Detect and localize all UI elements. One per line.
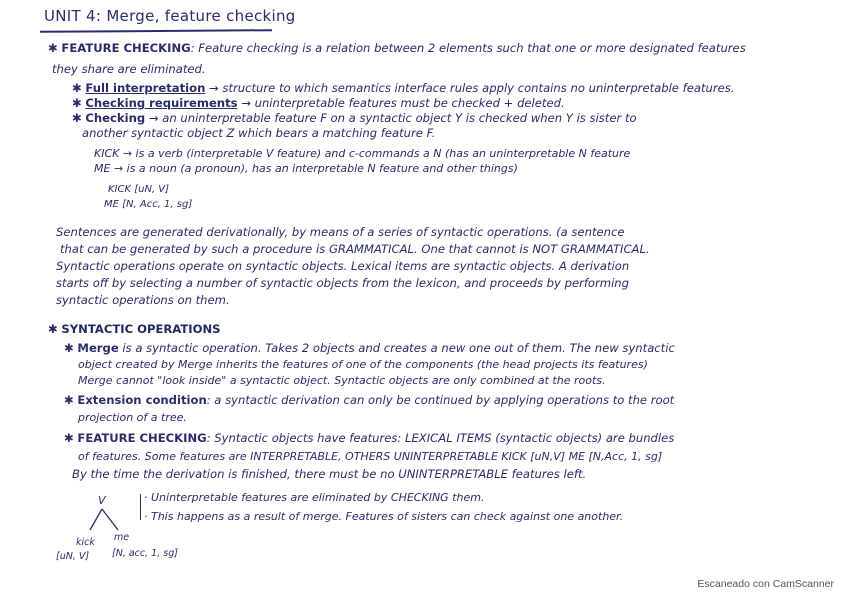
bullet-merge-sisters: · This happens as a result of merge. Features of sisters can check against one another. [144,510,624,523]
tree-right-leaf: me [114,532,130,543]
tree-root-label: V [98,494,106,507]
sentences-line-4: starts off by selecting a number of syntactic objects from the lexicon, and proceeds by performing [56,276,630,290]
full-interpretation-item: ✱ Full interpretation → structure to which semantics interface rules apply contains no uninterpretable features. [72,81,735,95]
feature-checking-label: FEATURE CHECKING [77,431,207,445]
merge-label: Merge [77,341,119,355]
sentences-line-3: Syntactic operations operate on syntactic objects. Lexical items are syntactic objects. A derivation [56,259,630,273]
checking-requirements-item: ✱ Checking requirements → uninterpretable features must be checked + deleted. [72,96,565,110]
extension-condition-label: Extension condition [77,393,207,407]
tree-left-branch [90,509,102,530]
merge-text-3: Merge cannot "look inside" a syntactic object. Syntactic objects are only combined at the roots. [78,374,606,387]
syntactic-operations-heading: SYNTACTIC OPERATIONS [61,322,221,336]
checking-label: Checking [85,111,146,125]
tree-right-branch [102,509,118,530]
sentences-line-1: Sentences are generated derivationally, by means of a series of syntactic operations. (a sentence [56,225,625,239]
tree-left-features: [uN, V] [56,551,90,562]
scanner-watermark: Escaneado con CamScanner [697,577,834,590]
definition-line-2: they share are eliminated. [52,62,206,76]
feature-checking-heading: FEATURE CHECKING [61,41,191,55]
bullet-uninterpretable: · Uninterpretable features are eliminated by CHECKING them. [144,491,485,504]
checking-text-1: → an uninterpretable feature F on a syntactic object Y is checked when Y is sister to [148,111,637,125]
checking-requirements-text: → uninterpretable features must be checked + deleted. [241,96,565,110]
feature-checking-text-1: : Syntactic objects have features: LEXICAL ITEMS (syntactic objects) are bundles [206,431,675,445]
page-title: UNIT 4: Merge, feature checking [44,7,296,25]
tree-right-features: [N, acc, 1, sg] [112,548,178,559]
definition-line-1: : Feature checking is a relation between 2 elements such that one or more designated features [190,41,746,55]
bullet-divider-line [140,494,141,520]
extension-condition-text-2: projection of a tree. [78,411,187,424]
kick-features: KICK [uN, V] [108,184,170,195]
syntactic-operations-heading-row: ✱ SYNTACTIC OPERATIONS [48,322,221,336]
feature-checking-text-2: of features. Some features are INTERPRETABLE, OTHERS UNINTERPRETABLE KICK [uN,V] ME [N,Acc, 1, sg] [78,450,663,463]
full-interpretation-label: Full interpretation [85,81,206,95]
checking-item: ✱ Checking → an uninterpretable feature F on a syntactic object Y is checked when Y is sister to [72,111,637,125]
feature-checking-text-3: By the time the derivation is finished, there must be no UNINTERPRETABLE features left. [72,467,587,481]
sentences-line-2: that can be generated by such a procedure is GRAMMATICAL. One that cannot is NOT GRAMMATICAL. [60,242,650,256]
checking-text-2: another syntactic object Z which bears a matching feature F. [82,126,436,140]
feature-checking-item: ✱ FEATURE CHECKING: Syntactic objects have features: LEXICAL ITEMS (syntactic objects) are bundles [64,431,675,445]
feature-checking-definition: ✱ FEATURE CHECKING: Feature checking is a relation between 2 elements such that one or more designated features [48,41,746,55]
merge-text-1: is a syntactic operation. Takes 2 objects and creates a new one out of them. The new syntactic [122,341,675,355]
checking-requirements-label: Checking requirements [85,96,238,110]
title-underline [40,29,272,33]
extension-condition-text-1: : a syntactic derivation can only be continued by applying operations to the root [206,393,675,407]
extension-condition-item: ✱ Extension condition: a syntactic derivation can only be continued by applying operations to the root [64,393,675,407]
me-example-line: ME → is a noun (a pronoun), has an interpretable N feature and other things) [94,162,518,175]
merge-tree-diagram [56,492,196,572]
kick-example-line: KICK → is a verb (interpretable V feature) and c-commands a N (has an uninterpretable N feature [94,147,631,160]
full-interpretation-text: → structure to which semantics interface rules apply contains no uninterpretable features. [209,81,735,95]
merge-text-2: object created by Merge inherits the features of one of the components (the head projects its features) [78,358,648,371]
sentences-line-5: syntactic operations on them. [56,293,230,307]
merge-item: ✱ Merge is a syntactic operation. Takes 2 objects and creates a new one out of them. The new syntactic [64,341,675,355]
me-features: ME [N, Acc, 1, sg] [104,199,193,210]
tree-left-leaf: kick [76,537,95,548]
